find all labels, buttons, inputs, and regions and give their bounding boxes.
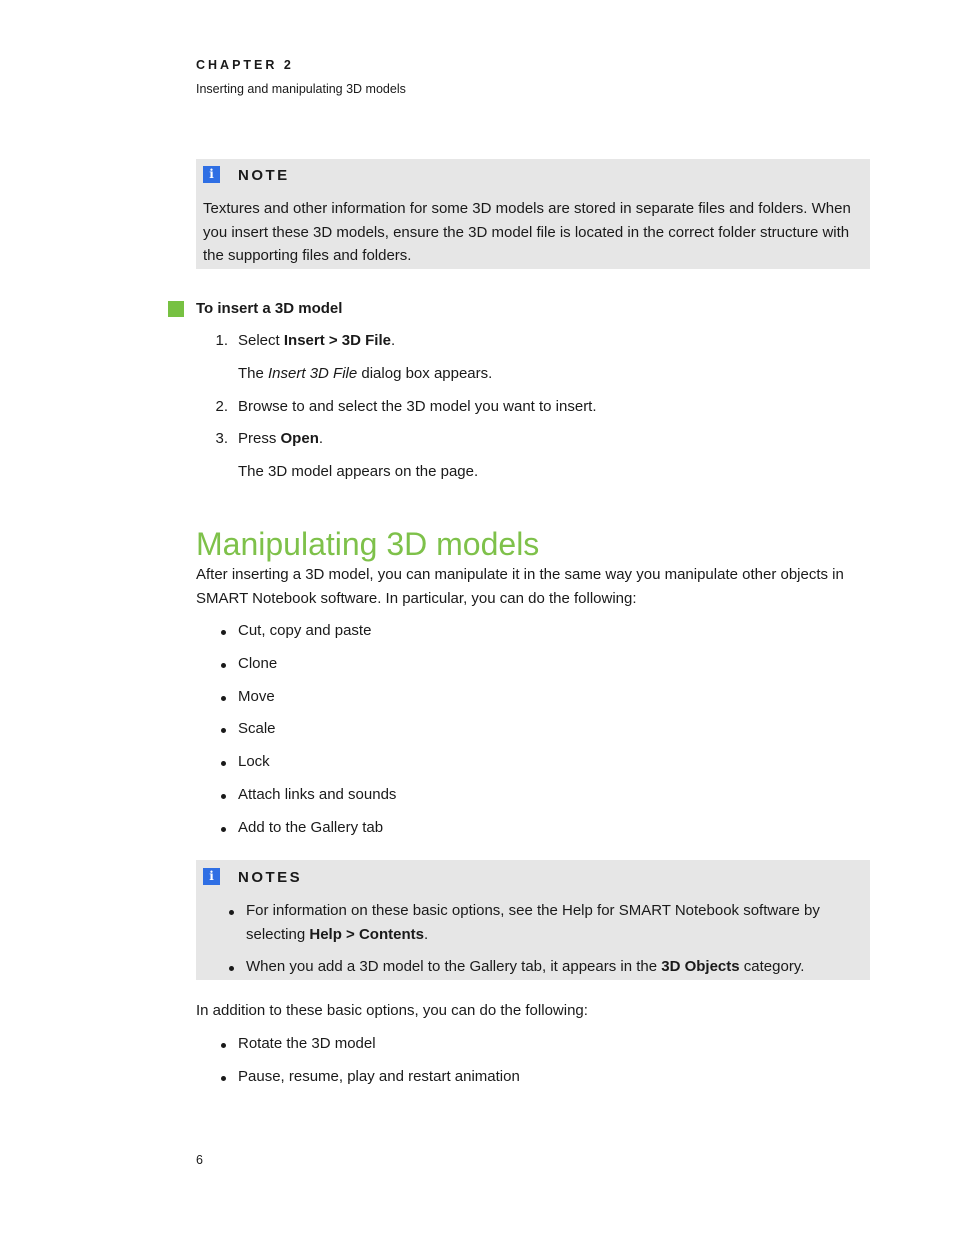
list-item: Attach links and sounds: [238, 786, 397, 803]
note-item-pre: When you add a 3D model to the Gallery tab, it appears in the: [246, 958, 662, 975]
additional-intro: In addition to these basic options, you can do the following:: [196, 1002, 588, 1019]
list-item: Pause, resume, play and restart animation: [238, 1068, 520, 1085]
list-item: Lock: [238, 753, 270, 770]
bullet-icon: [221, 794, 226, 799]
button-name: Open: [280, 430, 319, 447]
note-box: [196, 159, 870, 269]
list-item: Move: [238, 688, 275, 705]
chapter-title: Inserting and manipulating 3D models: [196, 82, 406, 96]
section-heading: Manipulating 3D models: [196, 526, 540, 562]
step-text: [238, 332, 395, 349]
list-item: Rotate the 3D model: [238, 1035, 376, 1052]
note-title: NOTE: [238, 167, 290, 184]
info-icon: i: [203, 166, 220, 183]
step-text: Browse to and select the 3D model you want to insert.: [238, 398, 597, 415]
procedure-title: To insert a 3D model: [196, 300, 343, 317]
step-number: 2.: [215, 398, 228, 415]
note-item-post: .: [423, 925, 429, 943]
note-item-pre: For information on these basic options, see the Help for SMART Notebook software by selecting: [246, 902, 820, 943]
step-text-pre: Select: [238, 332, 284, 349]
notes-title: NOTES: [238, 869, 303, 886]
step-text-post: .: [318, 430, 324, 447]
bullet-icon: [221, 663, 226, 668]
notes-box: [196, 860, 870, 980]
step-result: [238, 365, 492, 382]
list-item: Add to the Gallery tab: [238, 819, 384, 836]
page-number: 6: [196, 1153, 203, 1167]
bullet-icon: [221, 827, 226, 832]
step-number: 1.: [215, 332, 228, 349]
bullet-icon: [221, 761, 226, 766]
note-item: [246, 899, 846, 946]
menu-path: Insert > 3D File: [283, 332, 391, 349]
bullet-icon: [221, 630, 226, 635]
bullet-icon: [221, 728, 226, 733]
step-number: 3.: [215, 430, 228, 447]
note-item-post: category.: [739, 958, 805, 975]
category-name: 3D Objects: [661, 958, 740, 975]
result-pre: The: [238, 365, 269, 382]
bullet-icon: [229, 966, 234, 971]
menu-path: Help > Contents: [309, 925, 424, 943]
step-text-pre: Press: [238, 430, 281, 447]
chapter-label: CHAPTER 2: [196, 58, 294, 72]
list-item: Clone: [238, 655, 278, 672]
procedure-marker-icon: [168, 301, 184, 317]
list-item: Scale: [238, 720, 276, 737]
bullet-icon: [221, 696, 226, 701]
bullet-icon: [221, 1076, 226, 1081]
step-text-post: .: [390, 332, 396, 349]
bullet-icon: [229, 910, 234, 915]
note-text: Textures and other information for some 3D models are stored in separate files and folders. When you insert these 3D models, ensure the 3D model file is located in the correct folder structure with the supporting files and folders.: [203, 200, 851, 264]
list-item: Cut, copy and paste: [238, 622, 372, 639]
note-item: [246, 955, 856, 979]
dialog-name: Insert 3D File: [268, 365, 358, 382]
result-post: dialog box appears.: [357, 365, 493, 382]
step-result: The 3D model appears on the page.: [238, 463, 479, 480]
step-text: [238, 430, 323, 447]
bullet-icon: [221, 1043, 226, 1048]
section-intro: After inserting a 3D model, you can manipulate it in the same way you manipulate other objects in SMART Notebook software. In particular, you can do the following:: [196, 566, 844, 607]
info-icon: i: [203, 868, 220, 885]
